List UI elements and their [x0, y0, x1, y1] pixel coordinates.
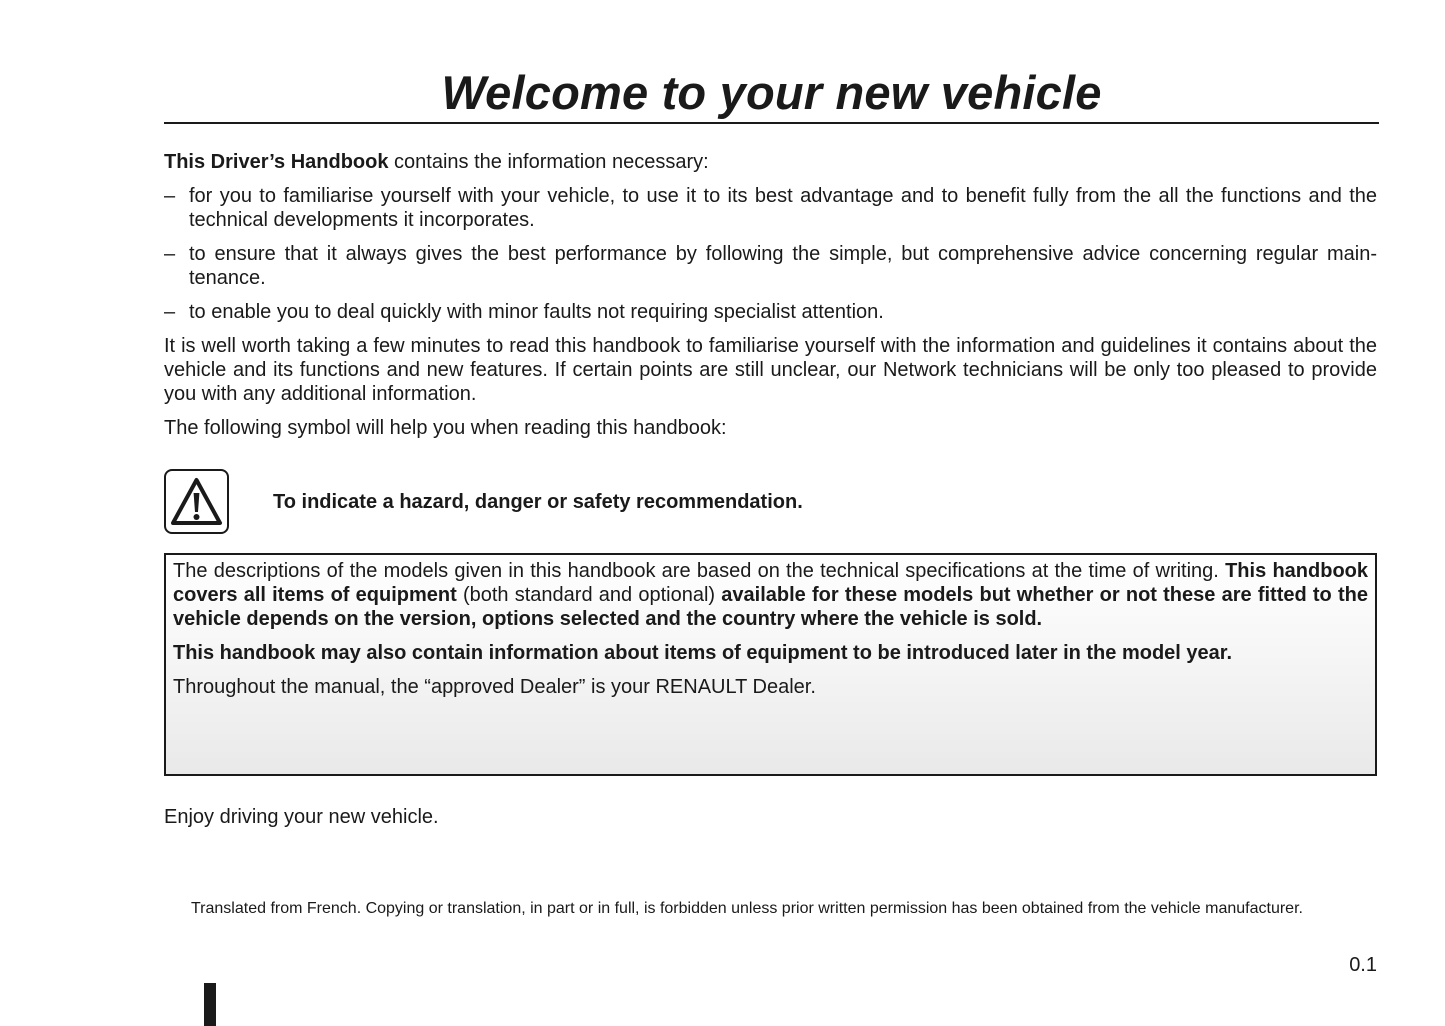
- notice-bold-text: This handbook covers all items of equipment: [173, 560, 1368, 606]
- warning-triangle-icon: [164, 469, 229, 534]
- intro-text: contains the information necessary:: [388, 151, 709, 173]
- list-dash: –: [164, 301, 176, 323]
- read-handbook-paragraph: It is well worth taking a few minutes to read this handbook to familiarise yourself with the information and guidelines it contains about the vehicle and its functions and new features. If certain points are still unclear, our Network technicians will be only too pleased to provide you with any additional information.: [164, 335, 1377, 405]
- symbol-intro-paragraph: The following symbol will help you when reading this handbook:: [164, 417, 727, 439]
- list-item: [164, 242, 1377, 290]
- list-item-text: for you to familiarise yourself with your vehicle, to use it to its best advantage and to benefit fully from the all the functions and the technical developments it incorporates.: [189, 185, 1377, 231]
- purpose-list: [164, 184, 1377, 324]
- notice-text: (both standard and optional): [456, 584, 722, 606]
- notice-paragraph-future-equipment: [173, 641, 1368, 665]
- notice-paragraph-dealer: Throughout the manual, the “approved Dealer” is your RENAULT Dealer.: [173, 676, 816, 698]
- list-item: [164, 184, 1377, 232]
- title-divider: [164, 122, 1379, 124]
- page-title: Welcome to your new vehicle: [441, 66, 1102, 119]
- intro-paragraph: [164, 150, 1377, 174]
- equipment-notice-box: [164, 553, 1377, 776]
- list-item: [164, 300, 1377, 324]
- list-item-text: to ensure that it always gives the best performance by following the simple, but comprehensive advice concerning regular maintenance.: [189, 243, 1377, 289]
- list-item-text: to enable you to deal quickly with minor faults not requiring specialist attention.: [189, 301, 884, 323]
- notice-paragraph-specifications: [173, 559, 1368, 631]
- intro-section: [164, 150, 1377, 450]
- hazard-description: To indicate a hazard, danger or safety recommendation.: [273, 491, 803, 513]
- page-number: 0.1: [1349, 954, 1377, 976]
- closing-line: Enjoy driving your new vehicle.: [164, 806, 439, 828]
- list-dash: –: [164, 243, 176, 265]
- hazard-legend: [164, 469, 1377, 539]
- list-dash: –: [164, 185, 176, 207]
- copyright-footnote: Translated from French. Copying or translation, in part or in full, is forbidden unless prior written permission has been obtained from the vehicle manufacturer.: [191, 900, 1303, 917]
- notice-text: The descriptions of the models given in this handbook are based on the technical specifications at the time of writing.: [173, 560, 1226, 582]
- notice-bold-text: available for these models but whether or not these are fitted to the vehicle depends on the version, options selected and the country where the vehicle is sold.: [173, 584, 1368, 630]
- notice-bold-text: This handbook may also contain information about items of equipment to be introduced later in the model year.: [173, 642, 1233, 664]
- section-edge-marker: [204, 983, 216, 1026]
- handbook-name: This Driver’s Handbook: [164, 151, 389, 173]
